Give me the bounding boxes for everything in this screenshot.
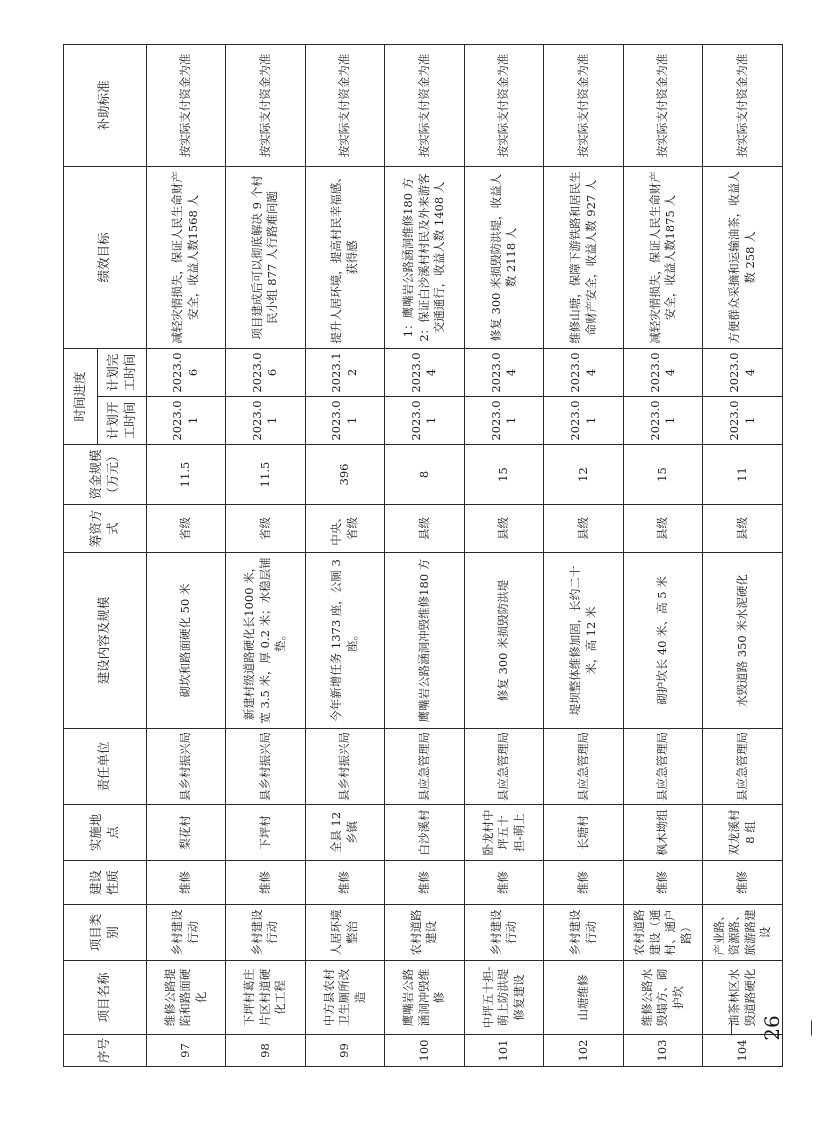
project-table xyxy=(63,44,783,1067)
cell-name: 山塘维修 xyxy=(544,961,624,1035)
cell-name: 维修公路提陷和路面硬化 xyxy=(146,961,226,1035)
cell-category: 乡村建设行动 xyxy=(464,905,544,961)
cell-subsidy: 按实际支付资金为准 xyxy=(146,44,226,166)
cell-seq: 102 xyxy=(544,1035,624,1067)
cell-goal: 方便群众采摘和运输油茶，收益人数 258 人 xyxy=(703,166,783,348)
cell-funding-scale: 396 xyxy=(305,445,385,505)
cell-location: 全县 12 乡镇 xyxy=(305,805,385,861)
cell-content: 修复 300 米损毁防洪堤 xyxy=(464,553,544,729)
cell-subsidy: 按实际支付资金为准 xyxy=(464,44,544,166)
cell-category: 产业路、资源路、旅游路建设 xyxy=(703,905,783,961)
cell-category: 农村道路建设 xyxy=(385,905,465,961)
cell-name: 油茶林区水毁道路硬化 xyxy=(703,961,783,1035)
cell-funding-scale: 11.5 xyxy=(226,445,306,505)
cell-location: 枫木坳组 xyxy=(623,805,703,861)
table-row xyxy=(385,44,465,1066)
header-funding-method: 筹资方式 xyxy=(64,505,147,553)
table-row xyxy=(544,44,624,1066)
cell-funding-scale: 8 xyxy=(385,445,465,505)
cell-goal: 修复 300 米损毁防洪堤，收益人数 2118 人 xyxy=(464,166,544,348)
cell-category: 人居环境整治 xyxy=(305,905,385,961)
cell-goal: 减轻灾情损失，保证人民生命财产安全，收益人数1568 人 xyxy=(146,166,226,348)
cell-start: 2023.01 xyxy=(305,397,385,445)
cell-funding-method: 中央、省级 xyxy=(305,505,385,553)
cell-content: 鹰嘴岩公路涵洞冲毁维修180 方 xyxy=(385,553,465,729)
cell-end: 2023.04 xyxy=(544,348,624,396)
header-funding-scale: 资金规模（万元） xyxy=(64,445,147,505)
table-row xyxy=(305,44,385,1066)
cell-seq: 103 xyxy=(623,1035,703,1067)
cell-category: 农村道路建设（通村、通户路） xyxy=(623,905,703,961)
cell-seq: 99 xyxy=(305,1035,385,1067)
cell-funding-method: 省级 xyxy=(146,505,226,553)
cell-start: 2023.01 xyxy=(464,397,544,445)
cell-end: 2023.12 xyxy=(305,348,385,396)
cell-unit: 县乡村振兴局 xyxy=(305,729,385,805)
cell-content: 砌坎和路面硬化 50 米 xyxy=(146,553,226,729)
cell-seq: 101 xyxy=(464,1035,544,1067)
cell-unit: 县乡村振兴局 xyxy=(226,729,306,805)
cell-nature: 维修 xyxy=(544,861,624,905)
cell-unit: 县应急管理局 xyxy=(464,729,544,805)
cell-funding-scale: 15 xyxy=(464,445,544,505)
cell-funding-scale: 11.5 xyxy=(146,445,226,505)
cell-unit: 县应急管理局 xyxy=(385,729,465,805)
cell-goal: 1：鹰嘴岩公路涵洞维修180 方 2：保证白沙溪村村民及外来游客交通通行，收益人数 1408 人 xyxy=(385,166,465,348)
cell-end: 2023.06 xyxy=(226,348,306,396)
header-unit: 责任单位 xyxy=(64,729,147,805)
cell-funding-method: 县级 xyxy=(385,505,465,553)
cell-goal: 维修山塘，保障下游铁路和居民生命财产安全，收益人数 927 人 xyxy=(544,166,624,348)
header-goal: 绩效目标 xyxy=(64,166,147,348)
cell-funding-method: 县级 xyxy=(623,505,703,553)
cell-subsidy: 按实际支付资金为准 xyxy=(226,44,306,166)
cell-start: 2023.01 xyxy=(146,397,226,445)
cell-start: 2023.01 xyxy=(703,397,783,445)
header-row xyxy=(64,44,98,1066)
header-content: 建设内容及规模 xyxy=(64,553,147,729)
cell-unit: 县乡村振兴局 xyxy=(146,729,226,805)
cell-start: 2023.01 xyxy=(226,397,306,445)
cell-location: 双龙溪村 8 组 xyxy=(703,805,783,861)
header-end: 计划完工时间 xyxy=(98,348,146,396)
cell-unit: 县应急管理局 xyxy=(623,729,703,805)
header-progress: 时间进度 xyxy=(64,348,98,444)
cell-end: 2023.04 xyxy=(623,348,703,396)
cell-funding-method: 县级 xyxy=(544,505,624,553)
cell-nature: 维修 xyxy=(703,861,783,905)
cell-end: 2023.06 xyxy=(146,348,226,396)
cell-content: 堤坝整体维修加固，长约二十米，高 12 米 xyxy=(544,553,624,729)
cell-funding-scale: 12 xyxy=(544,445,624,505)
cell-subsidy: 按实际支付资金为准 xyxy=(703,44,783,166)
cell-content: 新建村级道路硬化长1000 米，宽 3.5 米，厚 0.2 米；水稳层铺垫。 xyxy=(226,553,306,729)
cell-funding-method: 县级 xyxy=(703,505,783,553)
cell-content: 今年新增任务 1373 座，公厕 3 座。 xyxy=(305,553,385,729)
cell-category: 乡村建设行动 xyxy=(226,905,306,961)
cell-name: 鹰嘴岩公路涵洞冲毁维修 xyxy=(385,961,465,1035)
cell-location: 长塘村 xyxy=(544,805,624,861)
cell-name: 中坪五十担-萌上防洪堤修复建设 xyxy=(464,961,544,1035)
cell-seq: 100 xyxy=(385,1035,465,1067)
cell-start: 2023.01 xyxy=(544,397,624,445)
cell-content: 水毁道路 350 米水泥硬化 xyxy=(703,553,783,729)
cell-start: 2023.01 xyxy=(623,397,703,445)
table-row xyxy=(703,44,783,1066)
header-subsidy: 补助标准 xyxy=(64,44,147,166)
header-seq: 序号 xyxy=(64,1035,147,1067)
cell-subsidy: 按实际支付资金为准 xyxy=(305,44,385,166)
cell-end: 2023.04 xyxy=(703,348,783,396)
cell-seq: 98 xyxy=(226,1035,306,1067)
cell-subsidy: 按实际支付资金为准 xyxy=(385,44,465,166)
cell-name: 中方县农村卫生厕所改造 xyxy=(305,961,385,1035)
cell-goal: 减轻灾情损失，保证人民生命财产安全，收益人数1875 人 xyxy=(623,166,703,348)
cell-category: 乡村建设行动 xyxy=(544,905,624,961)
table-row xyxy=(464,44,544,1066)
cell-location: 白沙溪村 xyxy=(385,805,465,861)
cell-nature: 维修 xyxy=(623,861,703,905)
cell-name: 维修公路水毁塌方、砌护坎 xyxy=(623,961,703,1035)
header-category: 项目类别 xyxy=(64,905,147,961)
cell-end: 2023.04 xyxy=(385,348,465,396)
header-location: 实施地点 xyxy=(64,805,147,861)
cell-nature: 维修 xyxy=(226,861,306,905)
cell-seq: 104 xyxy=(703,1035,783,1067)
table-row xyxy=(146,44,226,1066)
cell-location: 下坪村 xyxy=(226,805,306,861)
cell-goal: 提升人居环境，提高村民幸福感、获得感 xyxy=(305,166,385,348)
cell-unit: 县应急管理局 xyxy=(703,729,783,805)
cell-unit: 县应急管理局 xyxy=(544,729,624,805)
cell-name: 下坪村葛庄片区村道硬化工程 xyxy=(226,961,306,1035)
header-name: 项目名称 xyxy=(64,961,147,1035)
cell-start: 2023.01 xyxy=(385,397,465,445)
cell-funding-method: 省级 xyxy=(226,505,306,553)
cell-nature: 维修 xyxy=(385,861,465,905)
cell-nature: 维修 xyxy=(146,861,226,905)
cell-funding-scale: 11 xyxy=(703,445,783,505)
rotated-table-wrapper xyxy=(63,45,783,1067)
header-nature: 建设性质 xyxy=(64,861,147,905)
cell-funding-method: 县级 xyxy=(464,505,544,553)
cell-end: 2023.04 xyxy=(464,348,544,396)
cell-location: 梨花村 xyxy=(146,805,226,861)
header-start: 计划开工时间 xyxy=(98,397,146,445)
cell-nature: 维修 xyxy=(464,861,544,905)
table-row xyxy=(226,44,306,1066)
cell-location: 卧龙村中坪五十担-萌上 xyxy=(464,805,544,861)
cell-subsidy: 按实际支付资金为准 xyxy=(623,44,703,166)
cell-nature: 维修 xyxy=(305,861,385,905)
cell-subsidy: 按实际支付资金为准 xyxy=(544,44,624,166)
page-number: － 26 － xyxy=(720,1015,824,1041)
cell-category: 乡村建设行动 xyxy=(146,905,226,961)
cell-funding-scale: 15 xyxy=(623,445,703,505)
cell-seq: 97 xyxy=(146,1035,226,1067)
cell-content: 砌护坎长 40 米、高 5 米 xyxy=(623,553,703,729)
table-row xyxy=(623,44,703,1066)
cell-goal: 项目建成后可以彻底解决 9 个村民小组 877 人行路难问题 xyxy=(226,166,306,348)
